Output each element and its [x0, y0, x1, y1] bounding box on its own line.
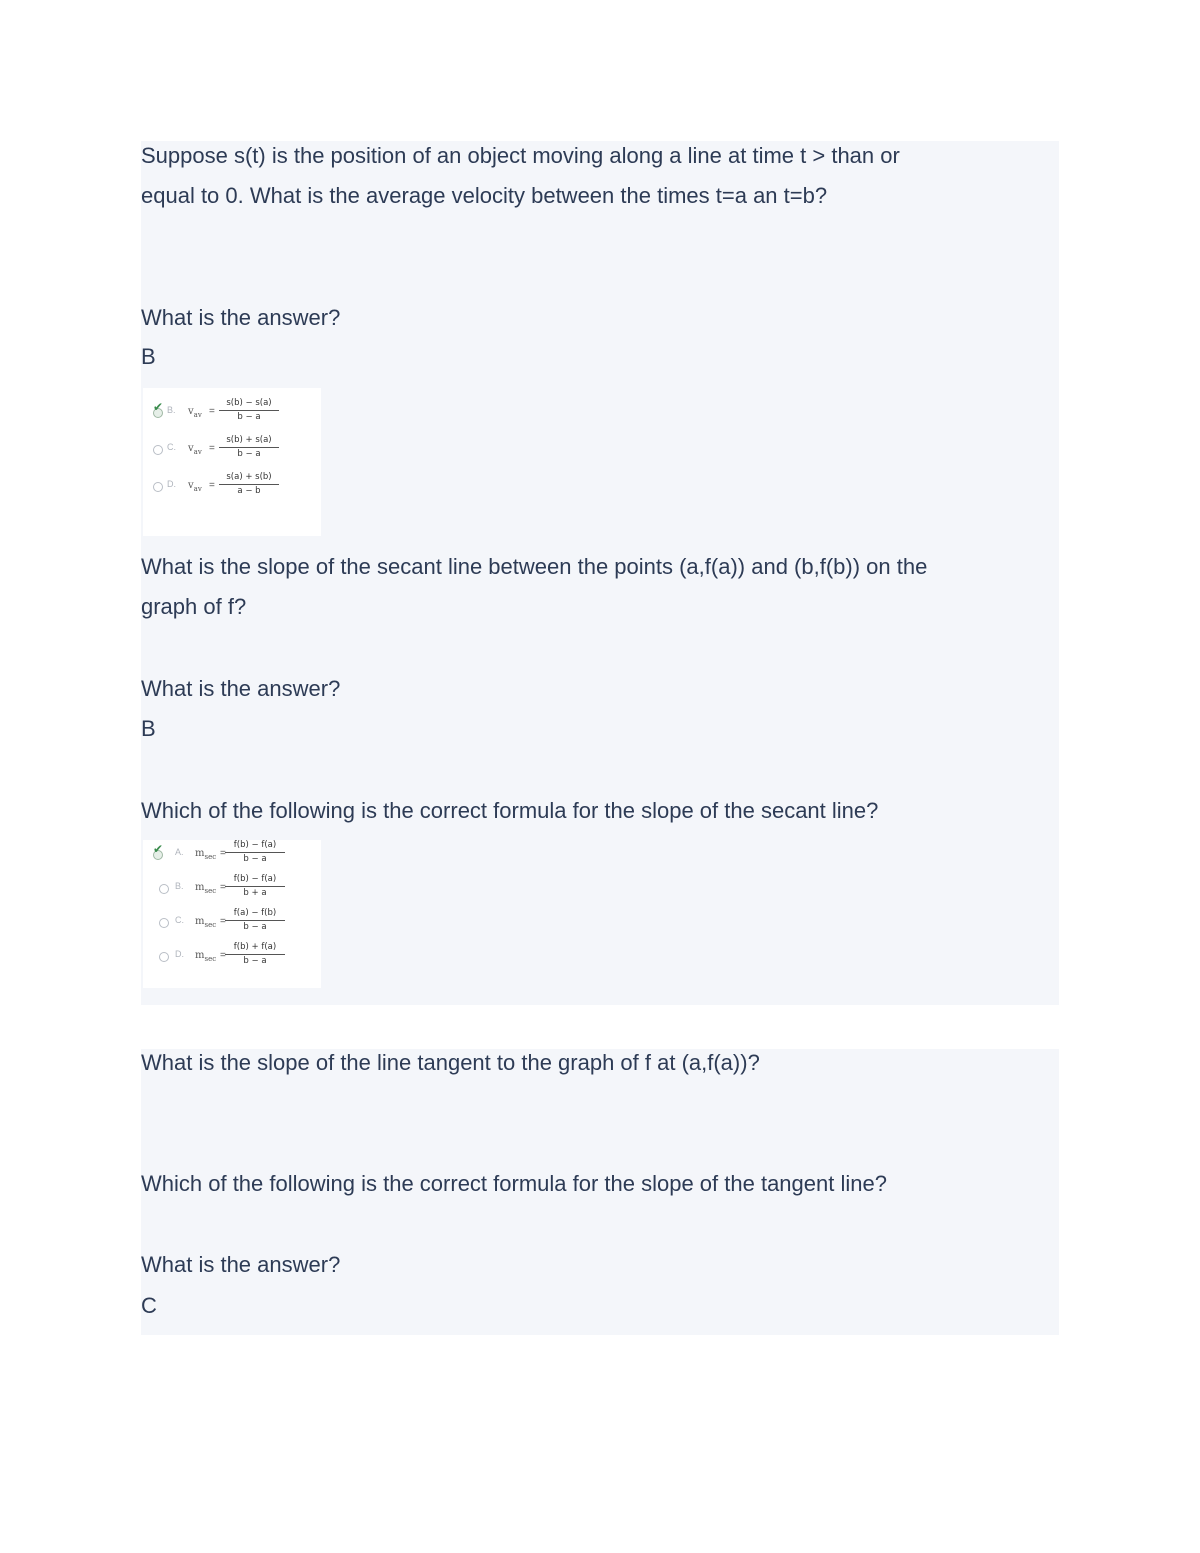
q3-question: What is the slope of the line tangent to the graph of f at (a,f(a))?: [141, 1050, 760, 1075]
q1-option-b: ✔ B. $v_{av}$ = $\frac{s(b) - s(a)}{b - a}$: [143, 398, 321, 430]
radio-icon: [159, 884, 169, 894]
fraction: $\frac{s(b) - s(a)}{b - a}$: [219, 398, 279, 423]
fraction: $\frac{s(a) + s(b)}{a - b}$: [219, 472, 279, 497]
fraction: $\frac{s(b) + s(a)}{b - a}$: [219, 435, 279, 460]
q3-answer-prompt: What is the answer?: [141, 1252, 341, 1277]
q1-options-image: [143, 388, 321, 536]
radio-icon: [153, 445, 163, 455]
q2-options-image: [143, 840, 321, 988]
q1-answer-prompt: What is the answer?: [141, 305, 341, 330]
q2-question-line2: graph of f?: [141, 594, 247, 619]
checkmark-icon: ✔: [153, 400, 164, 414]
qa-block-1: [141, 141, 1059, 1005]
radio-icon: [159, 918, 169, 928]
q3-formula-question: Which of the following is the correct formula for the slope of the tangent line?: [141, 1171, 887, 1196]
q2-question-line1: What is the slope of the secant line between the points (a,f(a)) and (b,f(b)) on the: [141, 554, 928, 579]
q1-option-c: C. $v_{av}$ = $\frac{s(b) + s(a)}{b - a}$: [143, 435, 321, 467]
q2-formula-question: Which of the following is the correct formula for the slope of the secant line?: [141, 798, 879, 823]
q1-answer: B: [141, 344, 156, 369]
fraction: $\frac{f(b) - f(a)}{b + a}$: [225, 874, 285, 899]
qa-block-2: [141, 1049, 1059, 1335]
fraction: $\frac{f(a) - f(b)}{b - a}$: [225, 908, 285, 933]
q2-answer: B: [141, 716, 156, 741]
q2-option-b: B. $m_{sec}$ = $\frac{f(b) - f(a)}{b + a}$: [143, 874, 321, 906]
checkmark-icon: ✔: [153, 842, 164, 856]
q2-option-d: D. $m_{sec}$ = $\frac{f(b) + f(a)}{b - a}$: [143, 942, 321, 974]
radio-icon: [159, 952, 169, 962]
q2-option-a: ✔ A. $m_{sec}$ = $\frac{f(b) - f(a)}{b - a}$: [143, 840, 321, 872]
fraction: $\frac{f(b) - f(a)}{b - a}$: [225, 840, 285, 865]
q1-option-d: D. $v_{av}$ = $\frac{s(a) + s(b)}{a - b}$: [143, 472, 321, 504]
q3-answer: C: [141, 1293, 157, 1318]
q2-answer-prompt: What is the answer?: [141, 676, 341, 701]
fraction: $\frac{f(b) + f(a)}{b - a}$: [225, 942, 285, 967]
q1-question-line1: Suppose s(t) is the position of an object moving along a line at time t > than or: [141, 143, 900, 168]
q1-question-line2: equal to 0. What is the average velocity between the times t=a an t=b?: [141, 183, 828, 208]
q2-option-c: C. $m_{sec}$ = $\frac{f(a) - f(b)}{b - a}$: [143, 908, 321, 940]
radio-icon: [153, 482, 163, 492]
